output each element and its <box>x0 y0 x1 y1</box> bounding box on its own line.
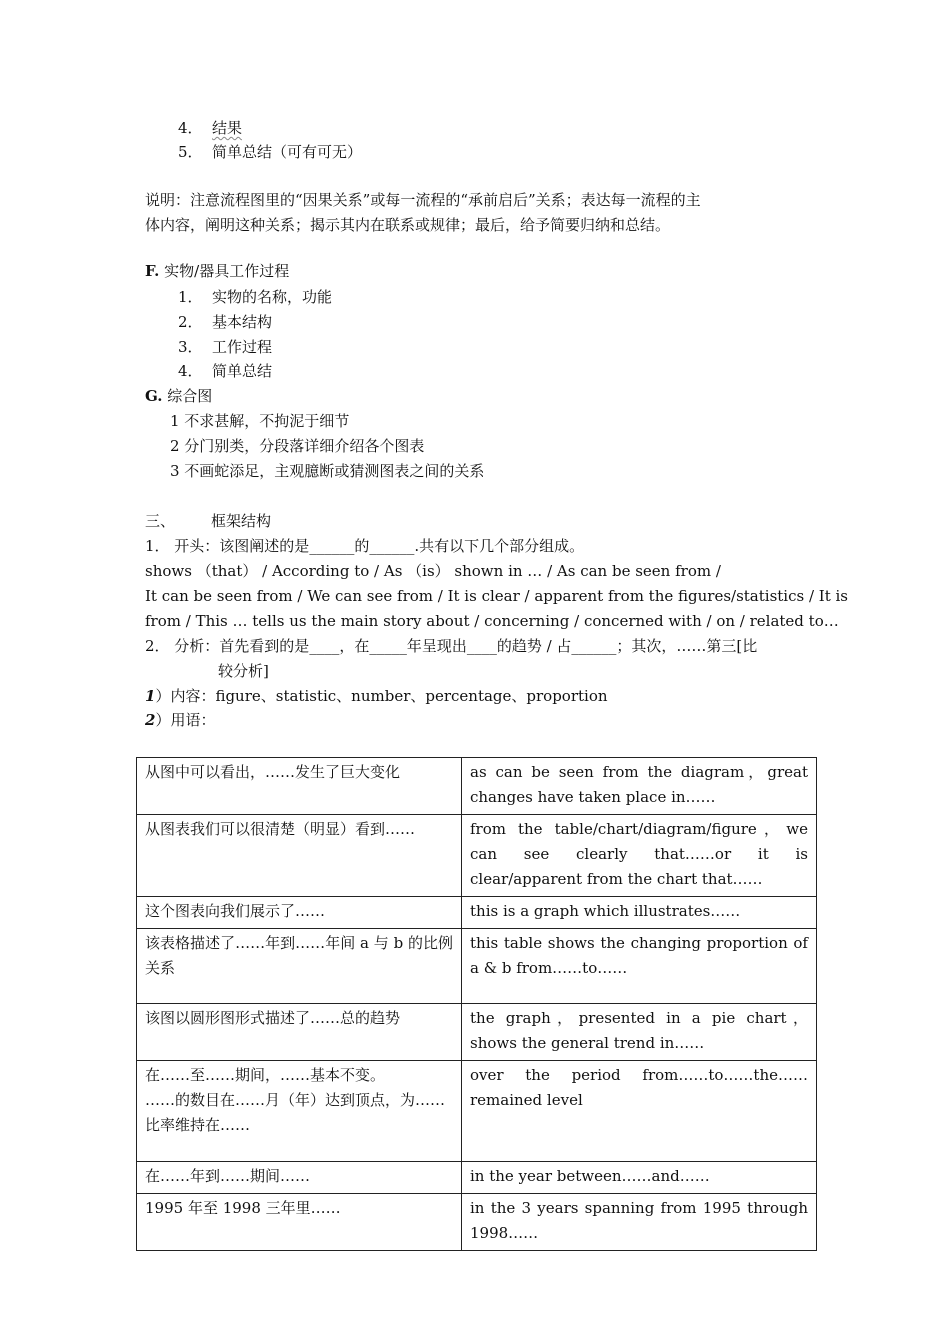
table-row <box>137 1061 817 1162</box>
table-row <box>137 1162 817 1194</box>
list-number: 4． <box>178 119 203 137</box>
list-text: 基本结构 <box>212 313 273 331</box>
subitem-text: ）内容：figure、statistic、number、percentage、proportion <box>155 687 608 705</box>
table-cell-cn: 该表格描述了……年到……年间 a 与 b 的比例关系 <box>137 929 462 1004</box>
table-cell-cn: 在……年到……期间…… <box>137 1162 462 1194</box>
phrase-table <box>136 757 817 1251</box>
list-text: 结果 <box>212 119 243 137</box>
item-analysis: 2． 分析：首先看到的是____，在_____年呈现出____的趋势 / 占______；其次，……第三[比 <box>145 637 758 655</box>
list-text: 实物的名称，功能 <box>212 288 333 306</box>
table-cell-en: as can be seen from the diagram，great changes have taken place in…… <box>462 758 817 815</box>
table-cell-cn: 从图表我们可以很清楚（明显）看到…… <box>137 815 462 897</box>
phrase-line: It can be seen from / We can see from / It is clear / apparent from the figures/statistics / It is <box>145 587 849 605</box>
section-number: 三、 <box>145 512 176 530</box>
section-title: 综合图 <box>167 387 213 405</box>
table-cell-en: the graph，presented in a pie chart， shows the general trend in…… <box>462 1004 817 1061</box>
table-cell-cn: 从图中可以看出，……发生了巨大变化 <box>137 758 462 815</box>
list-item <box>178 360 272 382</box>
list-text: 简单总结 <box>212 362 273 380</box>
list-item: 1 不求甚解，不拘泥于细节 <box>170 412 350 430</box>
list-item <box>178 286 332 308</box>
table-cell-en: in the year between……and…… <box>462 1162 817 1194</box>
item-analysis-cont: 较分析] <box>218 662 269 680</box>
table-cell-en: this table shows the changing proportion of a & b from……to…… <box>462 929 817 1004</box>
section-label: G. <box>145 387 163 405</box>
subitem-label: 1 <box>145 687 156 705</box>
subitem-label: 2 <box>145 711 156 729</box>
section-title: 实物/器具工作过程 <box>164 262 290 280</box>
table-row <box>137 929 817 1004</box>
list-item <box>178 141 362 163</box>
subitem-text: ）用语： <box>155 711 216 729</box>
list-number: 3． <box>178 338 203 356</box>
list-item: 2 分门别类，分段落详细介绍各个图表 <box>170 437 425 455</box>
section-label: F. <box>145 262 160 280</box>
phrase-line: shows （that） / According to / As （is） shown in … / As can be seen from / <box>145 562 721 580</box>
table-row <box>137 897 817 929</box>
table-cell-cn: 该图以圆形图形式描述了……总的趋势 <box>137 1004 462 1061</box>
list-item <box>178 311 272 333</box>
table-cell-en: in the 3 years spanning from 1995 through 1998…… <box>462 1194 817 1251</box>
table-cell-cn: 1995 年至 1998 三年里…… <box>137 1194 462 1251</box>
list-item: 3 不画蛇添足，主观臆断或猜测图表之间的关系 <box>170 462 485 480</box>
note-line: 说明：注意流程图里的“因果关系”或每一流程的“承前启后”关系；表达每一流程的主 <box>145 191 701 209</box>
list-number: 1． <box>178 288 203 306</box>
subitem <box>145 709 215 731</box>
section-title: 框架结构 <box>211 512 272 530</box>
section-heading <box>145 385 212 407</box>
item-opening: 1． 开头：该图阐述的是______的______.共有以下几个部分组成。 <box>145 537 585 555</box>
list-text: 工作过程 <box>212 338 273 356</box>
table-cell-cn: 这个图表向我们展示了…… <box>137 897 462 929</box>
table-row <box>137 1004 817 1061</box>
table-row <box>137 1194 817 1251</box>
list-number: 4． <box>178 362 203 380</box>
note-line: 体内容，阐明这种关系；揭示其内在联系或规律；最后，给予简要归纳和总结。 <box>145 216 671 234</box>
table-row <box>137 815 817 897</box>
phrase-line: from / This … tells us the main story about / concerning / concerned with / on / related to… <box>145 612 839 630</box>
list-number: 5． <box>178 143 203 161</box>
list-item <box>178 117 242 139</box>
table-cell-en: over the period from……to……the……remained level <box>462 1061 817 1162</box>
section-heading <box>145 510 271 532</box>
list-text: 简单总结（可有可无） <box>212 143 363 161</box>
table-cell-en: this is a graph which illustrates…… <box>462 897 817 929</box>
subitem <box>145 685 608 707</box>
list-number: 2． <box>178 313 203 331</box>
table-cell-en: from the table/chart/diagram/figure，we can see clearly that……or it is clear/apparent from the chart that…… <box>462 815 817 897</box>
table-cell-cn: 在……至……期间，……基本不变。 ……的数目在……月（年）达到顶点，为…… 比率维持在…… <box>137 1061 462 1162</box>
section-heading <box>145 260 289 282</box>
table-row <box>137 758 817 815</box>
list-item <box>178 336 272 358</box>
